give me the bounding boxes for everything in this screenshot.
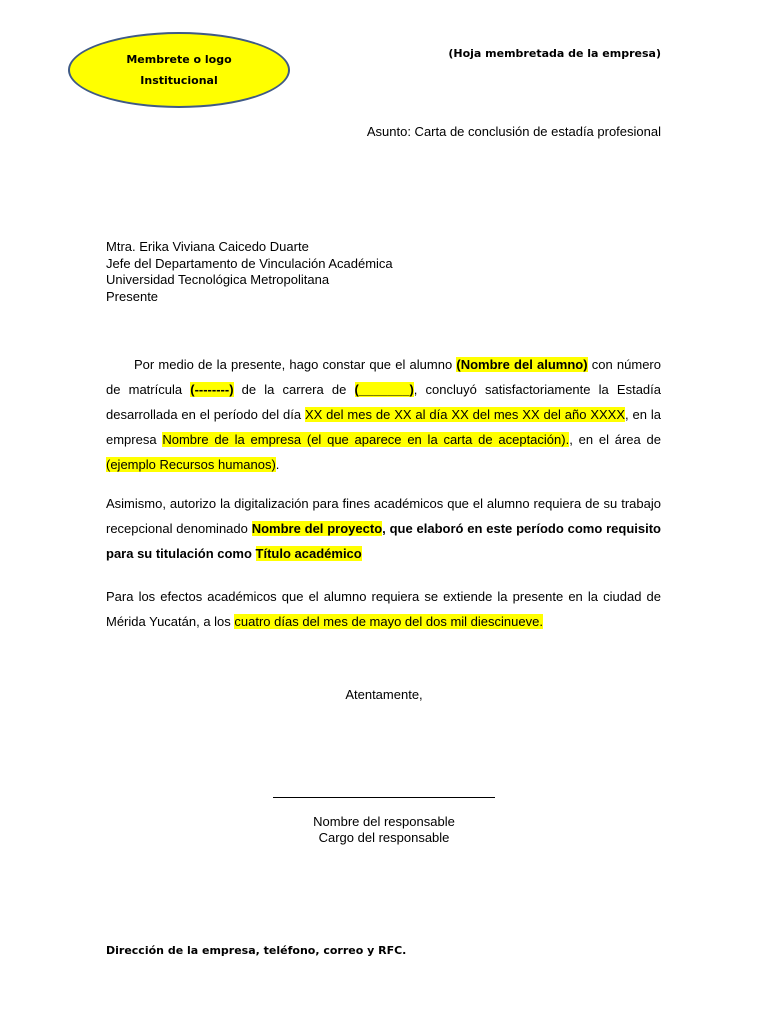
signer-name: Nombre del responsable	[313, 814, 455, 829]
p2-text-2: , que elaboró en este período como requisito para su titulación como	[106, 521, 661, 561]
addressee-presente: Presente	[106, 288, 159, 304]
addressee-institution: Universidad Tecnológica Metropolitana	[106, 272, 330, 287]
paragraph-authorization	[106, 491, 661, 566]
date-placeholder: cuatro días del mes de mayo del dos mil diescinueve.	[234, 614, 543, 629]
logo-placeholder	[68, 32, 290, 108]
period-placeholder: XX del mes de XX al día XX del mes XX del año XXXX	[304, 407, 626, 422]
project-placeholder: Nombre del proyecto	[251, 521, 383, 536]
paragraph-certification	[106, 352, 661, 477]
p1-text-3: de la carrera de	[233, 382, 355, 397]
p2-text-1: Asimismo, autorizo la digitalización para fines académicos que el alumno requiera de su trabajo recepcional denominado	[106, 496, 661, 536]
subject-line: Asunto: Carta de conclusión de estadía profesional	[366, 124, 661, 139]
p1-text-6: , en el área de	[569, 432, 661, 447]
degree-placeholder: Título académico	[255, 546, 362, 561]
student-name-placeholder: (Nombre del alumno)	[456, 357, 588, 372]
signature-block	[0, 814, 768, 846]
p1-text-5: , en la empresa	[106, 407, 661, 447]
enrollment-placeholder: (--------)	[190, 382, 234, 397]
signer-title: Cargo del responsable	[318, 830, 450, 845]
paragraph-issuance	[106, 584, 661, 634]
signature-line	[273, 797, 495, 798]
career-placeholder: (_______)	[354, 382, 414, 397]
p1-text-1: Por medio de la presente, hago constar que el alumno	[134, 357, 457, 372]
p1-text-4: , concluyó satisfactoriamente la Estadía desarrollada en el período del día	[106, 382, 661, 422]
company-placeholder: Nombre de la empresa (el que aparece en la carta de aceptación).	[162, 432, 570, 447]
closing-text: Atentamente,	[345, 687, 423, 702]
letterhead-note: (Hoja membretada de la empresa)	[448, 47, 661, 60]
logo-line-1: Membrete o logo	[126, 53, 232, 66]
footer-company-info: Dirección de la empresa, teléfono, correo y RFC.	[106, 944, 407, 957]
area-placeholder: (ejemplo Recursos humanos)	[106, 457, 276, 472]
addressee-position: Jefe del Departamento de Vinculación Académica	[106, 255, 393, 271]
p1-text-2: con número de matrícula	[106, 357, 661, 397]
p1-text-7: .	[275, 457, 280, 472]
addressee-name: Mtra. Erika Viviana Caicedo Duarte	[106, 239, 309, 254]
p3-text-1: Para los efectos académicos que el alumno requiera se extiende la presente en la ciudad de Mérida Yucatán, a los	[106, 589, 661, 629]
logo-line-2: Institucional	[140, 74, 218, 87]
addressee-block	[106, 239, 393, 305]
